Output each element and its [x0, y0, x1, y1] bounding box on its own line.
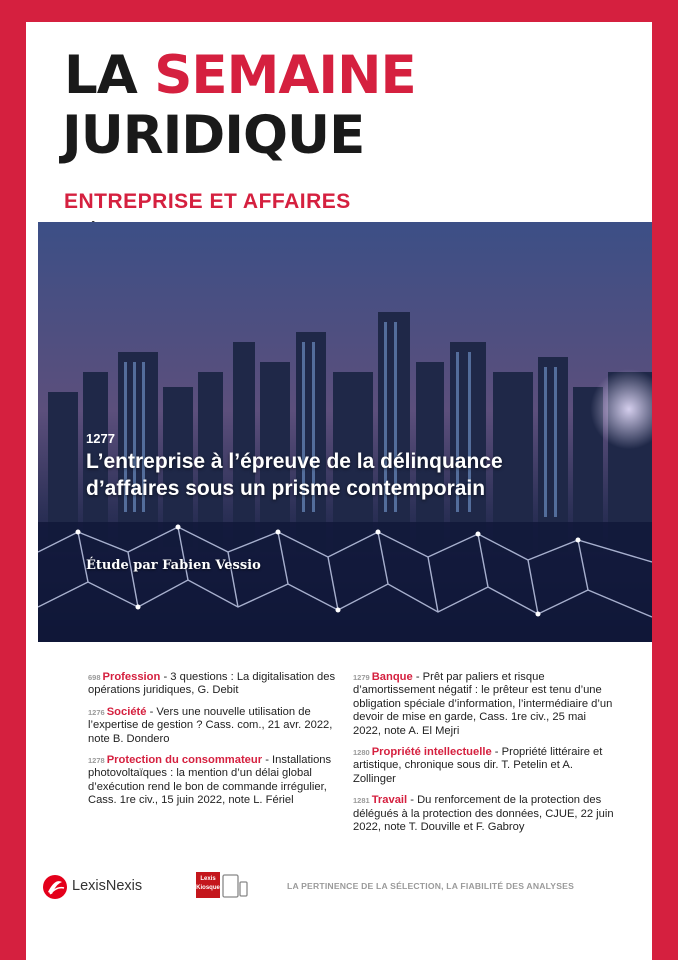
footer-slogan: LA PERTINENCE DE LA SÉLECTION, LA FIABILITÉ DES ANALYSES — [287, 881, 575, 891]
toc-item-text: - 3 questions : La digitalisation des opérations juridiques, G. Debit — [88, 671, 336, 697]
toc-item-text: - Prêt par paliers et risque d’amortissement négatif : le prêteur est tenu d’une obligation spéciale d’information, l’intermédiaire d’un devoir de mise en garde, Cass. 1re civ., 25 mai 2022, note A. El Mejri — [353, 671, 613, 737]
toc-item[interactable] — [353, 794, 616, 834]
masthead-la: LA — [64, 45, 137, 106]
toc-item-number: 1281 — [353, 796, 370, 806]
toc-item-category: Société — [106, 705, 147, 718]
toc-item[interactable] — [88, 754, 350, 808]
toc-item-number: 698 — [88, 673, 101, 682]
kiosk-line1: Lexis — [200, 876, 216, 882]
toc-right-column — [353, 671, 616, 842]
toc-item-text: - Vers une nouvelle utilisation de l’expertise de gestion ? Cass. com., 21 avr. 2022, note B. Dondero — [88, 705, 333, 745]
toc-item-number: 1276 — [88, 707, 105, 717]
toc-item-text: - Du renforcement de la protection des délégués à la protection des données, CJUE, 22 juin 2022, note T. Douville et F. Gabroy — [353, 794, 614, 834]
masthead-line1 — [64, 45, 416, 106]
toc-item-category: Propriété intellectuelle — [371, 746, 492, 759]
publisher-name: LexisNexis — [72, 878, 143, 894]
toc-item[interactable] — [353, 671, 616, 738]
lexisnexis-logo-icon — [40, 872, 70, 902]
toc-left-column — [88, 671, 350, 816]
toc-item-number: 1280 — [353, 748, 370, 758]
lexis-kiosque-badge — [196, 872, 220, 898]
toc-item-category: Travail — [371, 794, 408, 807]
toc-item-number: 1278 — [88, 756, 105, 766]
toc-item-category: Profession — [102, 671, 161, 683]
cover-image — [38, 222, 652, 642]
cover-article-title: L’entreprise à l’épreuve de la délinquance d’affaires sous un prisme contemporain — [86, 450, 503, 500]
toc-item[interactable] — [353, 746, 616, 786]
masthead-semaine: SEMAINE — [154, 45, 416, 106]
toc-item-category: Banque — [371, 671, 413, 683]
toc-item-number: 1279 — [353, 673, 370, 682]
toc-item-text: - Propriété littéraire et artistique, chronique sous dir. T. Petelin et A. Zollinger — [353, 746, 603, 785]
edition-subtitle: ENTREPRISE ET AFFAIRES — [64, 190, 351, 213]
city-skyline-illustration — [38, 222, 652, 642]
kiosk-line2: Kiosque — [196, 885, 220, 891]
cover-article-number: 1277 — [86, 431, 115, 446]
toc-item-category: Protection du consommateur — [106, 754, 263, 767]
toc-item[interactable] — [88, 671, 350, 698]
toc-item[interactable] — [88, 706, 350, 746]
tablet-icon — [222, 873, 248, 899]
toc-item-text: - Installations photovoltaïques : la mention d’un délai global d’exécution rend le bon de commande irrégulier, Cass. 1re civ., 15 juin 2022, note L. Fériel — [88, 754, 332, 807]
masthead-juridique: JURIDIQUE — [62, 105, 365, 166]
cover-article-author: Étude par Fabien Vessio — [86, 558, 261, 573]
